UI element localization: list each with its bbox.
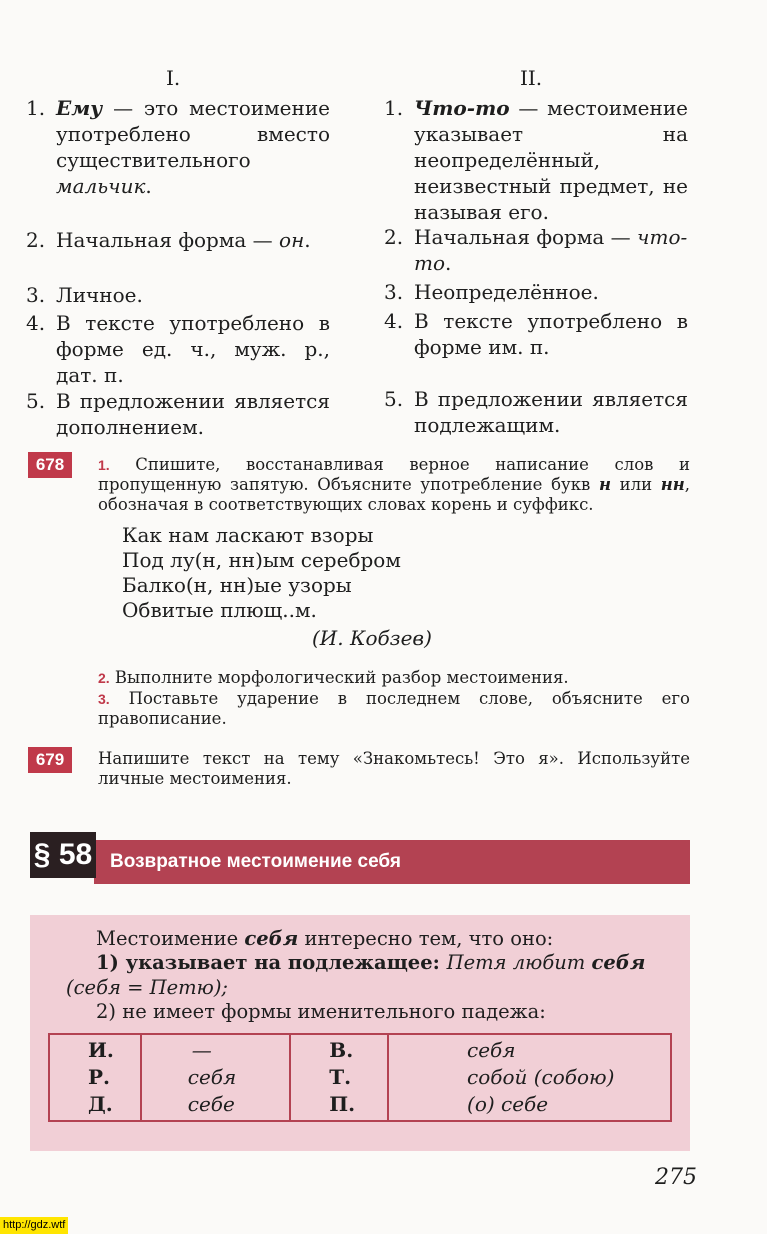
poem-line: Балко(н, нн)ые узоры (122, 573, 352, 597)
right-column-heading: II. (520, 66, 543, 90)
task-678-badge: 678 (28, 452, 72, 478)
cases-table (48, 1033, 672, 1122)
task-678-item-3: 3. Поставьте ударение в последнем слове, объясните его правописание. (98, 689, 690, 728)
right-item-3: 3. Неопределённое. (384, 280, 599, 304)
case-name: Р. (88, 1065, 111, 1089)
left-item-2: 2. Начальная форма — он. (26, 228, 311, 252)
case-form: (о) себе (467, 1092, 549, 1116)
section-title: Возвратное местоимение себя (94, 840, 690, 884)
right-item-4: 4. В тексте употреблено в форме им. п. (384, 309, 688, 359)
poem-author: (И. Кобзев) (312, 626, 432, 650)
case-name: Д. (88, 1092, 113, 1116)
poem-line: Под лу(н, нн)ым серебром (122, 548, 401, 572)
case-form: — (191, 1038, 212, 1062)
rule-point-1: 1) указывает на подлежащее: Петя любит себя (96, 951, 646, 974)
case-name: Т. (329, 1065, 352, 1089)
rule-intro: Местоимение себя интересно тем, что оно: (96, 927, 554, 950)
section-number: § 58 (30, 832, 96, 878)
pronoun-word: Ему (56, 96, 103, 120)
task-678-item-2: 2. Выполните морфологический разбор местоимения. (98, 668, 569, 687)
pronoun-word: Что-то (414, 96, 510, 120)
task-678-item-1: 1. Спишите, восстанавливая верное написание слов и пропущенную запятую. Объясните употребление букв н или нн, обозначая в соответствующих словах корень и суффикс. (98, 455, 690, 514)
case-form: собой (собою) (467, 1065, 615, 1089)
case-form: себя (467, 1038, 516, 1062)
case-name: И. (88, 1038, 114, 1062)
case-name: П. (329, 1092, 356, 1116)
case-form: себя (187, 1065, 237, 1089)
left-item-1: 1. Ему — это местоимение употреблено вместо существительного мальчик. (26, 96, 330, 198)
rule-point-1-note: (себя = Петю); (66, 976, 228, 999)
task-679-text: Напишите текст на тему «Знакомьтесь! Это я». Используйте личные местоимения. (98, 749, 690, 788)
left-column-heading: I. (166, 66, 181, 90)
rule-point-2: 2) не имеет формы именительного падежа: (96, 1000, 546, 1023)
task-679-badge: 679 (28, 747, 72, 773)
right-item-5: 5. В предложении является подлежащим. (384, 387, 688, 437)
poem-line: Как нам ласкают взоры (122, 523, 374, 547)
poem-line: Обвитые плющ..м. (122, 598, 317, 622)
poem (122, 523, 401, 623)
table-row (49, 1034, 671, 1121)
right-item-2: 2. Начальная форма — что-то. (384, 225, 688, 275)
page-number: 275 (655, 1165, 697, 1190)
left-item-5: 5. В предложении является дополнением. (26, 389, 330, 439)
left-item-3: 3. Личное. (26, 283, 143, 307)
left-item-4: 4. В тексте употреблено в форме ед. ч., муж. р., дат. п. (26, 311, 330, 387)
case-name: В. (329, 1038, 354, 1062)
right-item-1: 1. Что-то — местоимение указывает на неопределённый, неизвестный предмет, не называя его. (384, 96, 688, 224)
case-form: себе (187, 1092, 235, 1116)
source-link[interactable]: http://gdz.wtf (0, 1217, 68, 1234)
